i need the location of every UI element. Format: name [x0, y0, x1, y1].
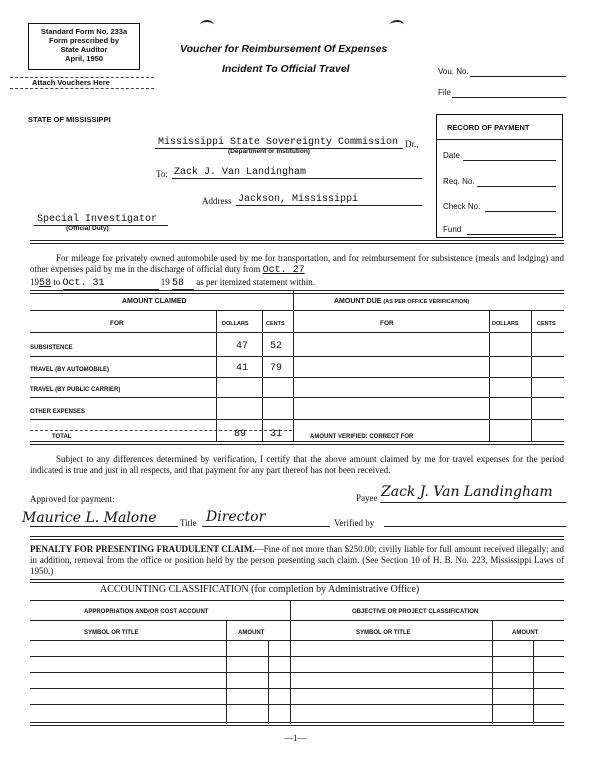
- penalty-text: —Fine of not more than $250.00; civilly liable for full amount received illegally; and in addition, removal from the office or position held by the person presenting such claim. (See Section 10 of H. B. No. 223, Mississippi Laws of 1950.): [30, 544, 564, 576]
- std-line: April, 1950: [65, 54, 103, 63]
- to-field[interactable]: [172, 178, 422, 179]
- amount-header-left: AMOUNT: [238, 630, 265, 636]
- std-line: State Auditor: [60, 45, 108, 54]
- record-fund-field[interactable]: [467, 234, 556, 235]
- for-header-left: FOR: [110, 320, 124, 327]
- symbol-header-left: SYMBOL OR TITLE: [84, 630, 139, 636]
- record-fund-label: Fund: [443, 225, 462, 234]
- table-row: [30, 704, 564, 705]
- payee-signature-line[interactable]: [380, 502, 566, 503]
- record-check-field[interactable]: [485, 211, 556, 212]
- record-of-payment-box: [436, 114, 563, 238]
- symbol-header-right: SYMBOL OR TITLE: [356, 630, 411, 636]
- attach-vouchers-label: Attach Vouchers Here: [32, 78, 110, 87]
- record-req-label: Req. No.: [443, 177, 475, 186]
- amount-header-right: AMOUNT: [512, 630, 539, 636]
- table-row-label: TRAVEL (BY AUTOMOBILE): [30, 367, 110, 373]
- standard-form-box: [28, 23, 140, 70]
- table-row-label: OTHER EXPENSES: [30, 409, 86, 415]
- from-year: 58: [39, 278, 52, 289]
- record-date-label: Date: [443, 151, 460, 160]
- dollars-header-right: DOLLARS: [492, 321, 519, 327]
- travel-auto-cents: 79: [270, 363, 283, 374]
- accounting-sub: (for completion by Administrative Office): [251, 584, 420, 595]
- punch-mark: [390, 20, 404, 30]
- cents-header-right: CENTS: [537, 321, 556, 327]
- appropriation-header: APPROPRIATION AND/OR COST ACCOUNT: [84, 609, 209, 615]
- penalty-paragraph: [30, 544, 564, 577]
- mileage-text: For mileage for privately owned automobile used by me for transportation, and for reimbursement for subsistence (meals and lodging) and other expenses paid by me in the discharge of official duty from: [30, 253, 564, 274]
- mileage-paragraph: [30, 253, 564, 276]
- to-year: 58: [172, 278, 194, 290]
- title-line[interactable]: [202, 526, 330, 527]
- amount-due-label: AMOUNT DUE: [334, 298, 382, 305]
- title-label: Title: [180, 518, 197, 528]
- std-line: Standard Form No. 233a: [40, 27, 128, 36]
- title-value: Director: [206, 509, 266, 525]
- to-label: To:: [156, 169, 168, 179]
- address-field[interactable]: [236, 205, 422, 206]
- form-subtitle: Incident To Official Travel: [222, 63, 350, 75]
- record-title: RECORD OF PAYMENT: [447, 123, 530, 132]
- verified-by-label: Verified by: [334, 518, 375, 528]
- record-req-field[interactable]: [477, 186, 556, 187]
- approver-signature-line[interactable]: [30, 526, 178, 527]
- objective-header: OBJECTIVE OR PROJECT CLASSIFICATION: [352, 609, 479, 615]
- std-line: Form prescribed by: [48, 36, 120, 45]
- file-field[interactable]: [452, 97, 566, 98]
- accounting-heading-row: [100, 584, 419, 595]
- table-row-label: SUBSISTENCE: [30, 345, 73, 351]
- punch-mark: [200, 20, 214, 30]
- department-caption: (Department or Institution): [228, 148, 310, 155]
- to-word: to: [53, 277, 61, 287]
- department-value: Mississippi State Sovereignty Commission: [158, 137, 399, 148]
- dr-label: Dr.,: [405, 139, 419, 149]
- approver-signature: Maurice L. Malone: [22, 510, 157, 526]
- table-row-label: TRAVEL (BY PUBLIC CARRIER): [30, 387, 121, 393]
- to-date: Oct. 31: [63, 278, 159, 290]
- official-duty-value: Special Investigator: [37, 214, 158, 225]
- state-label: STATE OF MISSISSIPPI: [28, 115, 111, 124]
- table-row: [30, 656, 564, 657]
- file-label: File: [438, 88, 451, 97]
- from-date: Oct. 27: [262, 265, 305, 276]
- table-row: [30, 688, 564, 689]
- mileage-line2: [30, 277, 315, 290]
- voucher-number-label: Vou. No.: [438, 67, 469, 76]
- payee-name-value: Zack J. Van Landingham: [174, 167, 307, 178]
- total-cents: 31: [270, 429, 283, 440]
- verified-by-line[interactable]: [384, 526, 566, 527]
- amount-due-header: [334, 298, 469, 305]
- official-duty-caption: (Official Duty): [66, 225, 109, 232]
- address-value: Jackson, Mississippi: [238, 194, 359, 205]
- for-header-right: FOR: [380, 320, 394, 327]
- record-date-field[interactable]: [463, 160, 556, 161]
- dollars-header-left: DOLLARS: [222, 321, 249, 327]
- year-prefix: 19: [160, 277, 170, 287]
- mileage-suffix: as per itemized statement within.: [196, 277, 315, 287]
- cents-header-left: CENTS: [266, 321, 285, 327]
- approved-label: Approved for payment:: [30, 494, 115, 504]
- certification-text: Subject to any differences determined by verification, I certify that the above amount claimed by me for travel expenses for the period indicated is true and just in all respects, and that payment for any part thereof has not been received.: [30, 454, 564, 475]
- amount-claimed-header: AMOUNT CLAIMED: [122, 298, 187, 305]
- voucher-number-field[interactable]: [470, 76, 566, 77]
- accounting-heading: ACCOUNTING CLASSIFICATION: [100, 584, 249, 595]
- payee-signature: Zack J. Van Landingham: [381, 484, 553, 500]
- page-number: —1—: [284, 733, 307, 743]
- address-label: Address: [202, 196, 232, 206]
- amount-due-note: (AS PER OFFICE VERIFICATION): [383, 299, 470, 305]
- total-label: TOTAL: [52, 434, 72, 440]
- subsistence-cents: 52: [270, 341, 283, 352]
- travel-auto-dollars: 41: [236, 363, 249, 374]
- amount-verified-label: AMOUNT VERIFIED: CORRECT FOR: [310, 434, 414, 440]
- record-check-label: Check No.: [443, 202, 481, 211]
- payee-label: Payee: [356, 493, 378, 503]
- subsistence-dollars: 47: [236, 341, 249, 352]
- table-row: [30, 672, 564, 673]
- total-dollars: 89: [234, 429, 247, 440]
- penalty-heading: PENALTY FOR PRESENTING FRAUDULENT CLAIM.: [30, 544, 255, 554]
- year-prefix: 19: [30, 277, 39, 287]
- form-title: Voucher for Reimbursement Of Expenses: [180, 43, 388, 55]
